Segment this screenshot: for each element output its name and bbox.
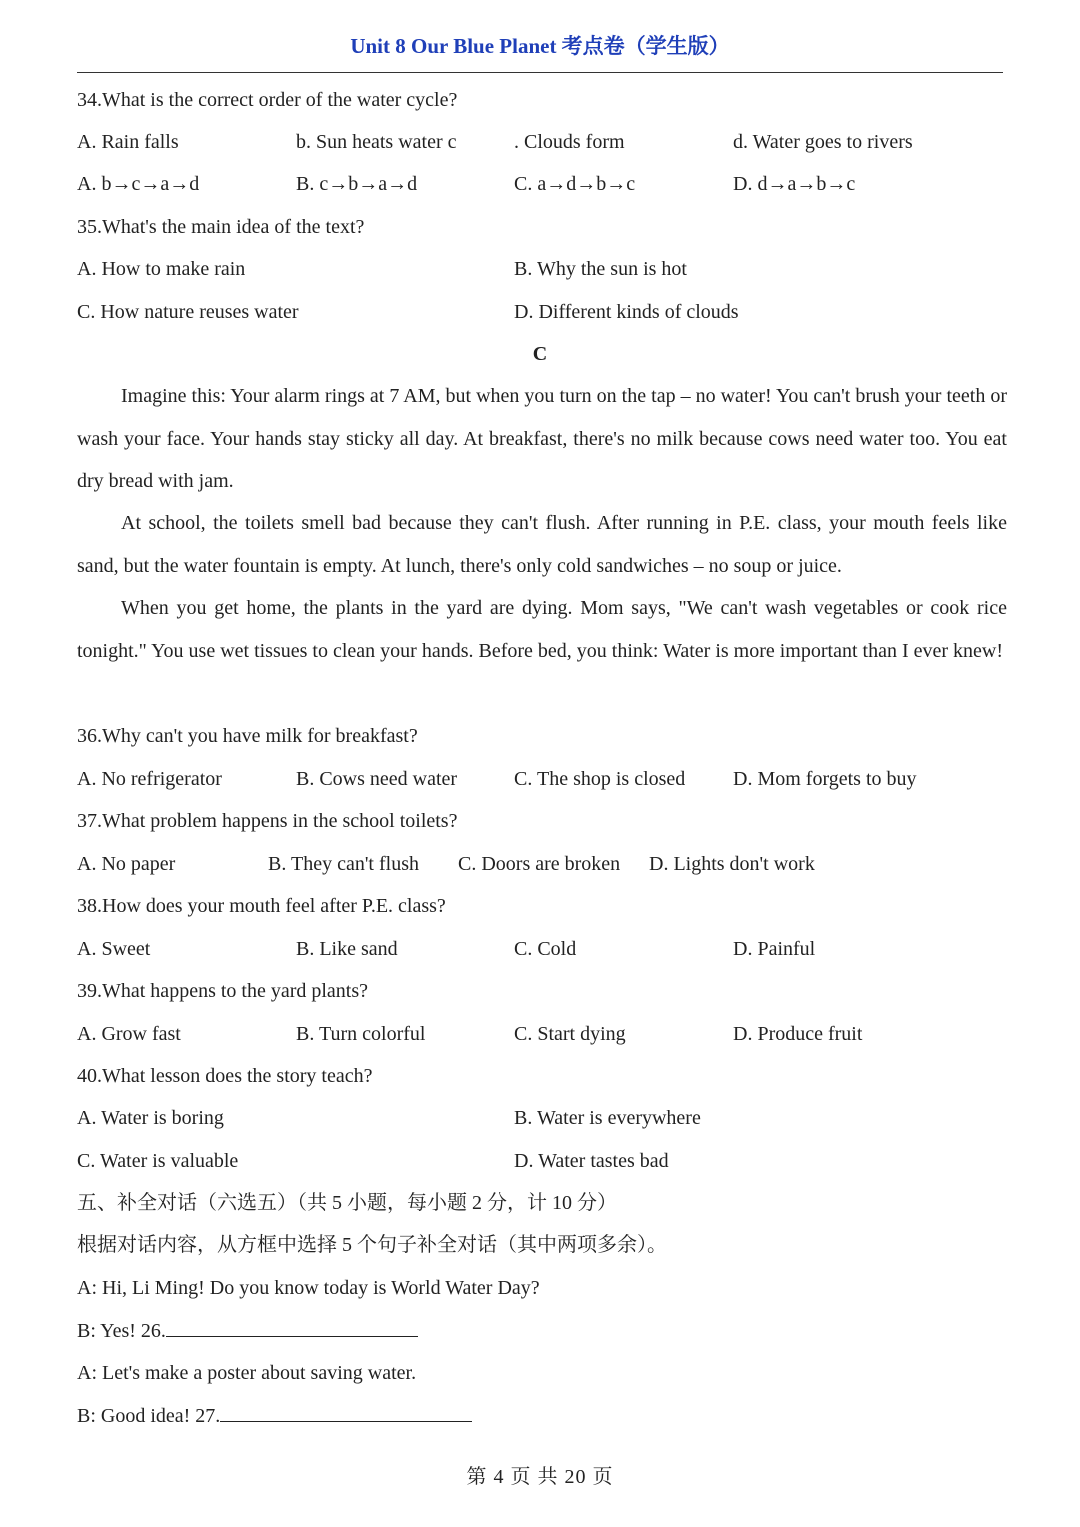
q40-option-c: C. Water is valuable: [77, 1150, 239, 1172]
q34-item-a: A. Rain falls: [77, 131, 179, 153]
dialogue-line-2-text: B: Yes! 26.: [77, 1320, 166, 1342]
section-5-title: 五、补全对话（六选五）（共 5 小题，每小题 2 分，计 10 分）: [77, 1192, 617, 1214]
question-36: 36.Why can't you have milk for breakfast?: [77, 725, 418, 747]
q37-option-d: D. Lights don't work: [649, 853, 815, 875]
passage-c-label: C: [532, 343, 548, 365]
question-39: 39.What happens to the yard plants?: [77, 980, 369, 1002]
q35-option-a: A. How to make rain: [77, 258, 246, 280]
q34-item-c: . Clouds form: [514, 131, 625, 153]
dialogue-line-3: A: Let's make a poster about saving water.: [77, 1362, 417, 1384]
header-rule: [77, 72, 1003, 73]
q38-option-d: D. Painful: [733, 938, 816, 960]
q34-item-d: d. Water goes to rivers: [733, 131, 913, 153]
question-38: 38.How does your mouth feel after P.E. class?: [77, 895, 446, 917]
answer-blank-26[interactable]: [166, 1316, 418, 1337]
answer-blank-27[interactable]: [220, 1401, 472, 1422]
q39-option-d: D. Produce fruit: [733, 1023, 863, 1045]
q39-option-b: B. Turn colorful: [296, 1023, 426, 1045]
section-5-instruction: 根据对话内容，从方框中选择 5 个句子补全对话（其中两项多余）。: [77, 1234, 667, 1256]
question-34: 34.What is the correct order of the water cycle?: [77, 89, 458, 111]
q34-item-b: b. Sun heats water c: [296, 131, 457, 153]
dialogue-line-1: A: Hi, Li Ming! Do you know today is World Water Day?: [77, 1277, 540, 1299]
passage-c-paragraph-3: When you get home, the plants in the yard are dying. Mom says, "We can't wash vegetables or cook rice tonight." You use wet tissues to clean your hands. Before bed, you think: Water is more important than I ever knew!: [77, 597, 1007, 662]
passage-c-paragraph-1: Imagine this: Your alarm rings at 7 AM, but when you turn on the tap – no water! You can't brush your teeth or wash your face. Your hands stay sticky all day. At breakfast, there's no milk because cows need water too. You eat dry bread with jam.: [77, 385, 1007, 492]
question-35: 35.What's the main idea of the text?: [77, 216, 365, 238]
dialogue-line-2: [77, 1316, 418, 1345]
q36-option-a: A. No refrigerator: [77, 768, 222, 790]
page-header-title: Unit 8 Our Blue Planet 考点卷（学生版）: [350, 34, 730, 58]
q37-option-a: A. No paper: [77, 853, 176, 875]
page-number-footer: 第 4 页 共 20 页: [466, 1466, 614, 1488]
q35-option-b: B. Why the sun is hot: [514, 258, 687, 280]
q40-option-a: A. Water is boring: [77, 1107, 224, 1129]
q38-option-b: B. Like sand: [296, 938, 398, 960]
question-37: 37.What problem happens in the school toilets?: [77, 810, 458, 832]
q34-option-d: D. d→a→b→c: [733, 173, 856, 195]
dialogue-line-4: [77, 1401, 472, 1430]
q36-option-c: C. The shop is closed: [514, 768, 686, 790]
q36-option-b: B. Cows need water: [296, 768, 458, 790]
q36-option-d: D. Mom forgets to buy: [733, 768, 917, 790]
q39-option-a: A. Grow fast: [77, 1023, 181, 1045]
q37-option-b: B. They can't flush: [268, 853, 419, 875]
q34-option-b: B. c→b→a→d: [296, 173, 418, 195]
q38-option-a: A. Sweet: [77, 938, 151, 960]
q40-option-d: D. Water tastes bad: [514, 1150, 669, 1172]
passage-c-paragraph-2: At school, the toilets smell bad because they can't flush. After running in P.E. class, your mouth feels like sand, but the water fountain is empty. At lunch, there's only cold sandwiches – no soup or juice.: [77, 512, 1007, 577]
question-40: 40.What lesson does the story teach?: [77, 1065, 373, 1087]
q35-option-d: D. Different kinds of clouds: [514, 301, 739, 323]
q40-option-b: B. Water is everywhere: [514, 1107, 701, 1129]
q39-option-c: C. Start dying: [514, 1023, 626, 1045]
q34-option-c: C. a→d→b→c: [514, 173, 636, 195]
q35-option-c: C. How nature reuses water: [77, 301, 299, 323]
q38-option-c: C. Cold: [514, 938, 577, 960]
dialogue-line-4-text: B: Good idea! 27.: [77, 1405, 221, 1427]
q37-option-c: C. Doors are broken: [458, 853, 621, 875]
q34-option-a: A. b→c→a→d: [77, 173, 200, 195]
